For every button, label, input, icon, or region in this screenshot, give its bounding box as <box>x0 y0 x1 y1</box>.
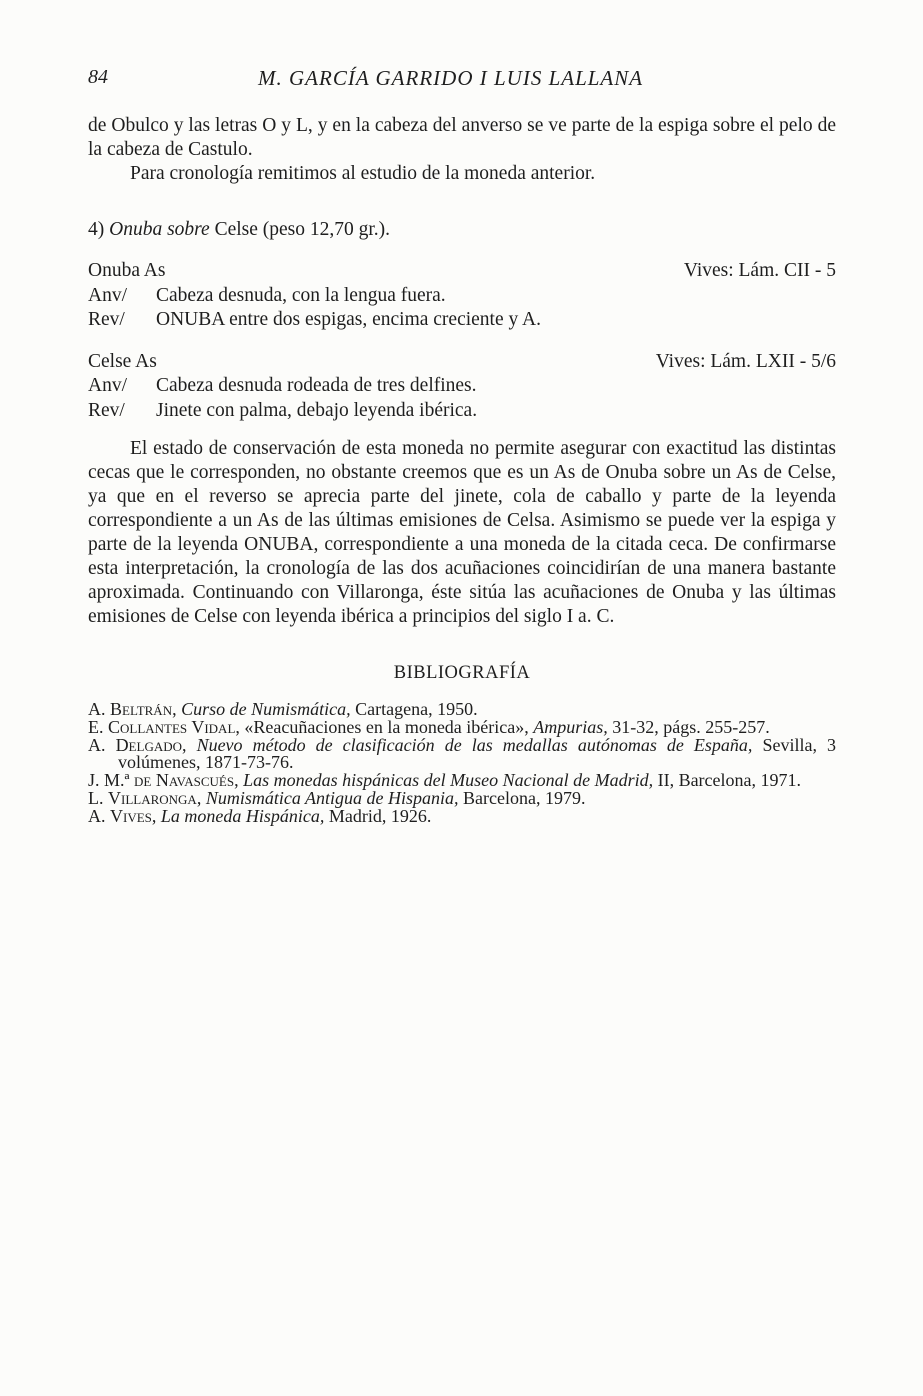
coin-reverse <box>88 399 836 424</box>
bibliography-entry <box>88 790 836 807</box>
publication-info: Cartagena, 1950. <box>355 699 478 719</box>
obverse-description: Cabeza desnuda, con la lengua fuera. <box>156 284 446 306</box>
author-name: de Navascués, <box>133 770 239 790</box>
bibliography-entry <box>88 719 836 736</box>
bibliography-entry <box>88 772 836 789</box>
coin-header <box>88 350 836 375</box>
author-initial: J. M.ª <box>88 770 130 790</box>
author-initial: L. <box>88 788 104 808</box>
coin-block-celse <box>88 350 836 424</box>
article-title: «Reacuñaciones en la moneda ibérica», <box>244 717 529 737</box>
item-number: 4) <box>88 219 105 240</box>
page-body <box>88 114 836 826</box>
author-initial: A. <box>88 806 106 826</box>
coin-name: Onuba As <box>88 260 166 281</box>
author-name: Vives, <box>110 806 157 826</box>
coin-reference: Vives: Lám. LXII - 5/6 <box>655 350 836 372</box>
author-initial: A. <box>88 735 106 755</box>
publication-info: II, Barcelona, 1971. <box>657 770 802 790</box>
author-initial: E. <box>88 717 104 737</box>
publication-info: Sevilla, 3 volúmenes, 1871-73-76. <box>118 735 837 772</box>
publication-info: Barcelona, 1979. <box>463 788 586 808</box>
running-head <box>88 66 836 96</box>
bibliography-list <box>88 701 836 825</box>
author-name: Beltrán, <box>110 699 177 719</box>
publication-info: 31-32, págs. 255-257. <box>612 717 770 737</box>
intro-paragraph: de Obulco y las letras O y L, y en la cabeza del anverso se ve parte de la espiga sobre el pelo de la cabeza de Castulo. <box>88 115 836 160</box>
coin-name: Celse As <box>88 350 157 372</box>
coin-reference: Vives: Lám. CII - 5 <box>683 260 836 281</box>
chronology-paragraph: Para cronología remitimos al estudio de la moneda anterior. <box>130 163 596 184</box>
work-title: Curso de Numismática, <box>181 699 351 719</box>
bibliography-entry <box>88 808 836 825</box>
coin-header <box>88 259 836 284</box>
work-title: Ampurias, <box>533 717 608 737</box>
running-title: M. GARCÍA GARRIDO I LUIS LALLANA <box>258 66 644 90</box>
item-heading <box>88 218 836 242</box>
obverse-label: Anv/ <box>88 375 127 396</box>
item-title-italic: Onuba sobre <box>109 219 210 240</box>
obverse-description: Cabeza desnuda rodeada de tres delfines. <box>156 375 477 396</box>
work-title: Nuevo método de clasificación de las medallas autónomas de España, <box>196 735 753 755</box>
item-title-rest: Celse (peso 12,70 gr.). <box>214 219 391 240</box>
coin-block-onuba <box>88 259 836 333</box>
obverse-label: Anv/ <box>88 284 127 306</box>
author-name: Villaronga, <box>108 788 202 808</box>
publication-info: Madrid, 1926. <box>328 806 432 826</box>
work-title: Numismática Antigua de Hispania, <box>205 788 459 808</box>
work-title: La moneda Hispánica, <box>160 806 325 826</box>
author-initial: A. <box>88 699 106 719</box>
discussion-paragraph: El estado de conservación de esta moneda no permite asegurar con exactitud las distintas cecas que le corresponden, no obstante creemos que es un As de Onuba sobre un As de Celse, ya que en el reverso se aprecia parte del jinete, cola de caballo y parte de la leyenda correspondiente a un As de las últimas emisiones de Celsa. Asimismo se puede ver la espiga y parte de la leyenda ONUBA, correspondiente a una moneda de la citada ceca. De confirmarse esta interpretación, la cronología de las dos acuñaciones coincidirían de una manera bastante aproximada. Continuando con Villaronga, éste sitúa las acuñaciones de Onuba y las últimas emisiones de Celse con leyenda ibérica a principios del siglo I a. C. <box>88 438 836 627</box>
author-name: Delgado, <box>115 735 187 755</box>
reverse-label: Rev/ <box>88 309 125 330</box>
reverse-description: Jinete con palma, debajo leyenda ibérica. <box>156 399 478 421</box>
coin-obverse <box>88 374 836 399</box>
bibliography-title: BIBLIOGRAFÍA <box>393 663 531 683</box>
work-title: Las monedas hispánicas del Museo Nacional de Madrid, <box>243 770 654 790</box>
coin-obverse <box>88 284 836 309</box>
reverse-label: Rev/ <box>88 399 125 421</box>
page-number: 84 <box>88 66 108 88</box>
bibliography-entry <box>88 701 836 718</box>
reverse-description: ONUBA entre dos espigas, encima creciente y A. <box>156 309 542 330</box>
coin-reverse <box>88 308 836 333</box>
author-name: Collantes Vidal, <box>108 717 240 737</box>
bibliography-entry <box>88 737 836 771</box>
